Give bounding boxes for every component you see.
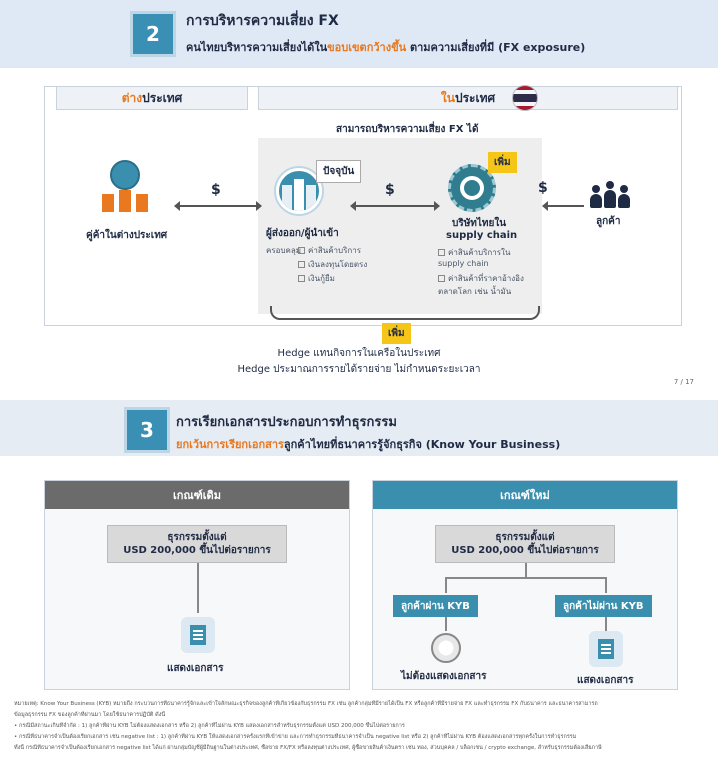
people-icon — [590, 178, 630, 208]
new-criteria-box — [372, 480, 678, 690]
show-docs-label: แสดงเอกสาร — [167, 663, 224, 674]
tab-local — [258, 86, 678, 110]
connector-line — [445, 577, 447, 593]
connector-line — [605, 577, 607, 593]
local-note: สามารถบริหารความเสี่ยง FX ได้ — [336, 124, 479, 135]
kyb-fail-badge: ลูกค้าไม่ผ่าน KYB — [555, 595, 652, 617]
criteria-line2: USD 200,000 ขึ้นไปต่อรายการ — [451, 545, 599, 556]
exporter-sub: ครอบคลุม — [266, 246, 302, 255]
footnote-line: • กรณีที่ธนาคารจำเป็นต้องเรียกเอกสาร เช่น negative list : 1) ลูกค้าที่ผ่าน KYB ให้แสดงเอกสารครั้งแรกที่เข้าข่าย และการทำธุรกรรมที่ธนาคารจำเป็น negative list หรือ 2) ลูกค้าที่ไม่ผ่าน KYB ต้องแสดงเอกสารทุกครั้งในการทำธุรกรรม — [14, 734, 577, 740]
new-criteria-head: เกณฑ์ใหม่ — [373, 481, 677, 509]
footnote-line: หมายเหตุ: Know Your Business (KYB) หมายถึง กระบวนการที่ธนาคารรู้จักและเข้าใจลักษณะธุรกิจของลูกค้าที่เกี่ยวข้องกับธุรกรรม FX เช่น ลูกค้ากลุ่มที่มีรายได้เป็น FX หรือลูกค้าที่มีรายจ่าย FX และทำธุรกรรม FX กับธนาคาร และธนาคารสามารถ — [14, 701, 598, 707]
hedge-line-1: Hedge แทนกิจการในเครือในประเทศ — [277, 348, 441, 359]
document-icon — [181, 617, 215, 653]
tab-foreign-post: ประเทศ — [142, 90, 183, 105]
world-trade-icon — [102, 160, 148, 212]
slide-header — [0, 0, 718, 68]
thai-flag-icon — [512, 85, 538, 111]
no-docs-label: ไม่ต้องแสดงเอกสาร — [401, 671, 487, 682]
arrow-foreign-exporter — [180, 205, 256, 207]
arrow-customer-supply — [548, 205, 584, 207]
criteria-line1: ธุรกรรมตั้งแต่ — [495, 531, 555, 543]
slide-title: การเรียกเอกสารประกอบการทำธุรกรรม — [176, 415, 397, 430]
globe-icon — [431, 633, 461, 663]
slide-subtitle — [176, 435, 560, 453]
connector-line — [525, 563, 527, 577]
slide-documents — [0, 400, 718, 768]
customer-label: ลูกค้า — [596, 216, 621, 227]
dollar-sign: $ — [211, 182, 221, 198]
section-number: 2 — [130, 11, 176, 57]
kyb-pass-badge: ลูกค้าผ่าน KYB — [393, 595, 478, 617]
footnote-line: ข้อมูลธุรกรรม FX ของลูกค้าที่ผ่านมา โดยใช้ธนาคารปฏิบัติ ดังนี้ — [14, 712, 166, 718]
tab-local-pre: ใน — [440, 90, 455, 105]
connector-line — [605, 617, 607, 631]
exporter-item: เงินลงทุนโดยตรง — [298, 258, 367, 271]
connector-line — [197, 563, 199, 613]
footnote-line: ทั้งนี้ กรณีที่ธนาคารจำเป็นต้องเรียกเอกสาร negative list ได้แก่ ผ่านกลุ่มบัญชีผู้มีถิ่นฐานในต่างประเทศ, ซื้อขาย FX/FX หรือลงทุนต่างประเทศ, ผู้ซื้อขายสินค้าเงินตรา เช่น ทอง, ส่วนบุคคล / บล็อกเชน / crypto exchange, สำหรับธุรกรรมต้องเสียภาษี — [14, 745, 602, 751]
subtitle-post: ลูกค้าไทยที่ธนาคารรู้จักธุรกิจ (Know Your Business) — [283, 438, 561, 451]
exporter-label: ผู้ส่งออก/ผู้นำเข้า — [266, 228, 339, 239]
slide-subtitle — [186, 38, 585, 56]
old-criteria-head: เกณฑ์เดิม — [45, 481, 349, 509]
criteria-box — [435, 525, 615, 563]
arrow-exporter-supply — [356, 205, 434, 207]
old-criteria-box — [44, 480, 350, 690]
tab-foreign-pre: ต่าง — [121, 90, 143, 105]
dollar-sign: $ — [385, 182, 395, 198]
connector-line — [445, 617, 447, 631]
dollar-sign: $ — [538, 180, 548, 196]
criteria-line2: USD 200,000 ขึ้นไปต่อรายการ — [123, 545, 271, 556]
supply-item: ค่าสินค้าบริการใน supply chain — [438, 248, 511, 268]
tab-local-post: ประเทศ — [454, 90, 496, 105]
tag-add: เพิ่ม — [488, 152, 517, 173]
exporter-item: เงินกู้ยืม — [298, 272, 335, 285]
supply-label-1: บริษัทไทยใน — [452, 218, 507, 229]
footnote-line: • กรณีมีสถานะเกินที่จำกัด : 1) ลูกค้าที่ผ่าน KYB ไม่ต้องแสดงเอกสาร หรือ 2) ลูกค้าที่ไม่ผ่าน KYB แสดงเอกสารสำหรับธุรกรรมตั้งแต่ USD 200,000 ขึ้นไปต่อรายการ — [14, 723, 405, 729]
exporter-item: ค่าสินค้าบริการ — [298, 244, 361, 257]
page-number: 7 / 17 — [673, 378, 694, 386]
tab-foreign — [56, 86, 248, 110]
tag-current: ปัจจุบัน — [316, 160, 361, 183]
criteria-line1: ธุรกรรมตั้งแต่ — [167, 531, 227, 543]
slide-title: การบริหารความเสี่ยง FX — [186, 13, 339, 29]
bracket-line — [270, 306, 540, 320]
supply-item: ค่าสินค้าที่ราคาอ้างอิง ตลาดโลก เช่น น้ำมัน — [438, 274, 524, 296]
connector-line — [445, 577, 607, 579]
criteria-box — [107, 525, 287, 563]
show-docs-label: แสดงเอกสาร — [577, 675, 634, 686]
foreign-partner-label: คู่ค้าในต่างประเทศ — [86, 230, 168, 241]
tag-add: เพิ่ม — [382, 323, 411, 344]
subtitle-highlight: ขอบเขตกว้างขึ้น — [327, 41, 407, 54]
subtitle-pre: คนไทยบริหารความเสี่ยงได้ใน — [186, 41, 328, 54]
subtitle-post: ตามความเสี่ยงที่มี (FX exposure) — [406, 41, 586, 54]
hedge-line-2: Hedge ประมาณการรายได้รายจ่าย ไม่กำหนดระยะเวลา — [237, 364, 481, 375]
section-number: 3 — [124, 407, 170, 453]
document-icon — [589, 631, 623, 667]
subtitle-highlight: ยกเว้นการเรียกเอกสาร — [176, 438, 284, 451]
supply-label-2: supply chain — [446, 230, 518, 241]
